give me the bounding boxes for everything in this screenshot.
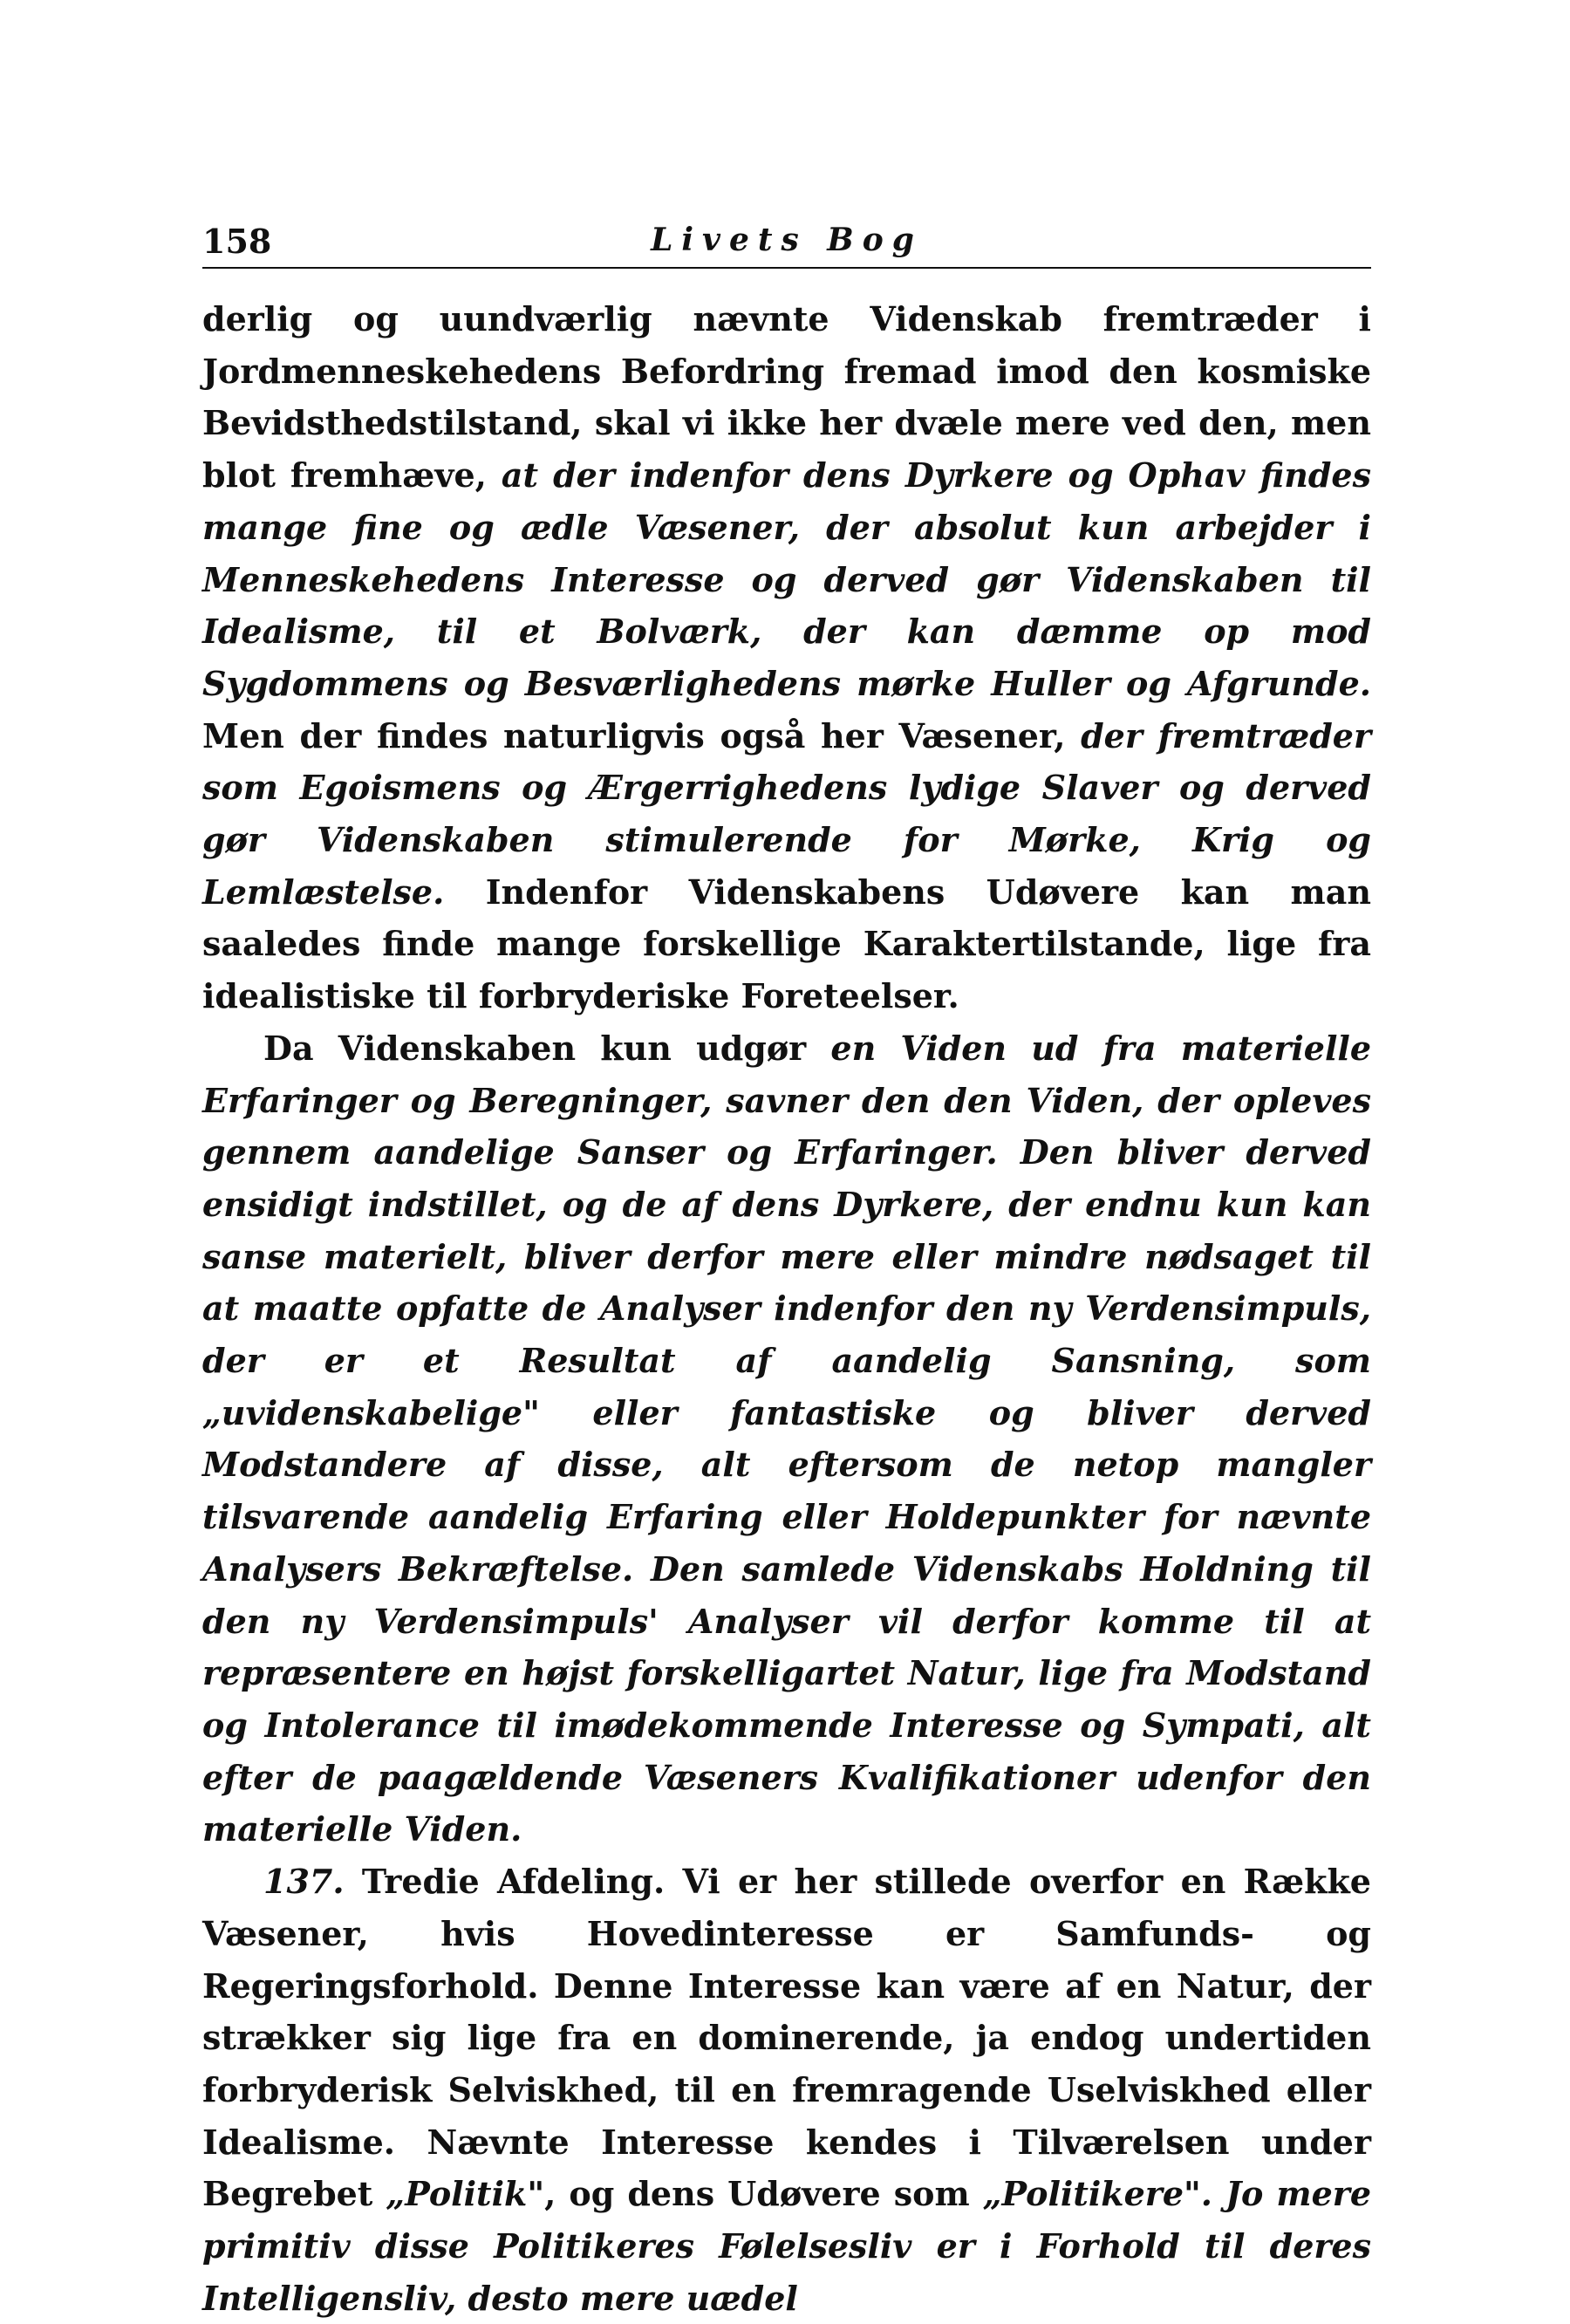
- italic-run: en Viden ud fra materielle Erfaringer og Beregninger, savner den den Viden, der opleves gennem aandelige Sanser og Erfaringer. Den bliver derved ensidigt indstillet, og de af dens Dyrkere, der endnu kun kan sanse materielt, bliver derfor mere eller mindre nødsaget til at maatte opfatte de Analyser indenfor den ny Verdensimpuls, der er et Resultat af aandelig Sansning, som „uvidenskabelige" eller fantastiske og bliver derved Modstandere af disse, alt eftersom de netop mangler tilsvarende aandelig Erfaring eller Holdepunkter for nævnte Analysers Bekræftelse. Den samlede Videnskabs Holdning til den ny Verdensimpuls' Analyser vil derfor komme til at repræsentere en højst forskelligartet Natur, lige fra Modstand og Intolerance til imødekommende Interesse og Sympati, alt efter de paagældende Væseners Kvalifikationer udenfor den materielle Viden.: [202, 1028, 1371, 1849]
- italic-run: at der indenfor dens Dyrkere og Ophav findes mange fine og ædle Væsener, der absolut kun arbejder i Menneskehedens Interesse og derved gør Videnskaben til Idealisme, til et Bolværk, der kan dæmme op mod Sygdommens og Besværlighedens mørke Huller og Afgrunde.: [202, 455, 1371, 703]
- paragraph: [202, 1022, 1371, 1856]
- text-run: , og dens Udøvere som: [544, 2174, 983, 2214]
- text-run: Da Videnskaben kun udgør: [263, 1028, 831, 1068]
- body-text: [202, 293, 1371, 2324]
- book-page: [202, 209, 1371, 2324]
- italic-run: „Politik": [386, 2174, 545, 2214]
- running-title: Livets Bog: [651, 222, 923, 258]
- paragraph: [202, 293, 1371, 1022]
- italic-run: „Politikere". Jo mere primitiv disse Politikeres Følelsesliv er i Forhold til deres Intelligensliv, desto mere uædel: [202, 2174, 1372, 2318]
- text-run: Indenfor Videnskabens Udøvere kan man saaledes finde mange forskellige Karaktertilstande, lige fra idealistiske til forbryderiske Foreteelser.: [202, 872, 1371, 1016]
- text-run: Men der findes naturligvis også her Væsener,: [202, 715, 1082, 755]
- italic-run: der fremtræder som Egoismens og Ærgerrighedens lydige Slaver og derved gør Videnskaben stimulerende for Mørke, Krig og Lemlæstelse.: [202, 715, 1371, 912]
- text-run: derlig og uundværlig nævnte Videnskab fremtræder i Jordmenneskehedens Befordring fremad imod den kosmiske Bevidsthedstilstand, skal vi ikke her dvæle mere ved den, men blot fremhæve,: [202, 299, 1371, 496]
- paragraph: [202, 1856, 1371, 2324]
- section-number: 137.: [263, 1862, 345, 1902]
- text-run: Tredie Afdeling. Vi er her stillede overfor en Række Væsener, hvis Hovedinteresse er Samfunds- og Regeringsforhold. Denne Interesse kan være af en Natur, der strækker sig lige fra en dominerende, ja endog undertiden forbryderisk Selviskhed, til en fremragende Uselviskhed eller Idealisme. Nævnte Interesse kendes i Tilværelsen under Begrebet: [202, 1862, 1371, 2214]
- running-head: [202, 209, 1371, 269]
- page-number: 158: [202, 222, 272, 261]
